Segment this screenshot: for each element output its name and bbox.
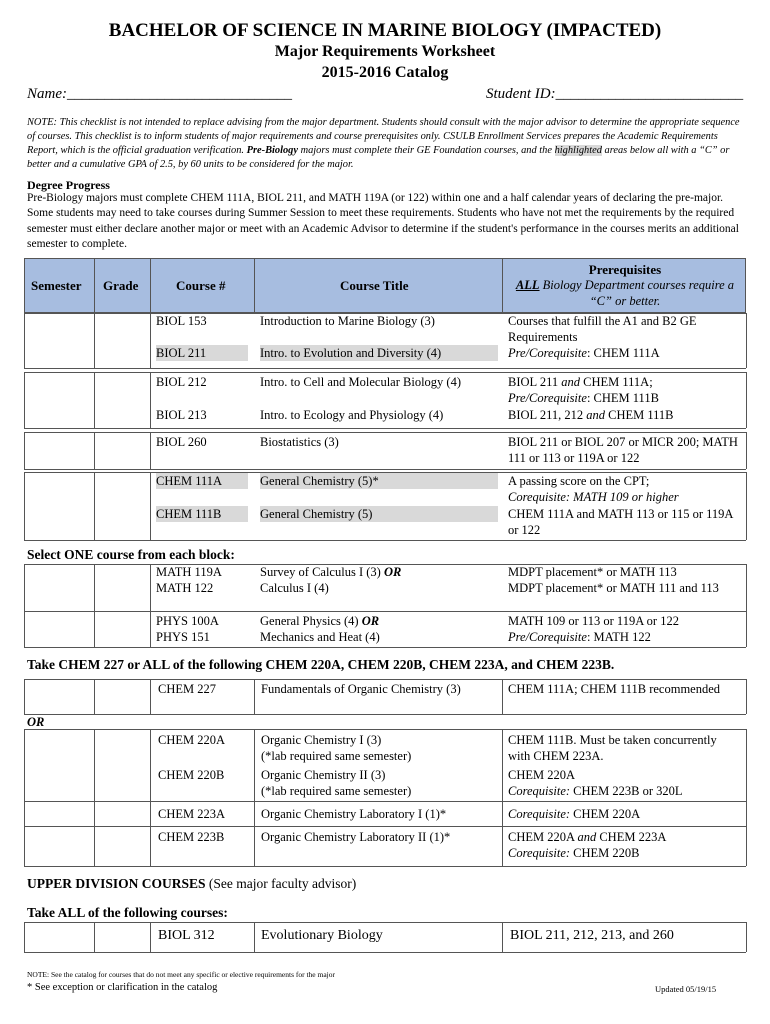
- prereq-text: CHEM 220A: [508, 768, 576, 782]
- prereq-text: BIOL 211: [508, 375, 562, 389]
- course-num-chem227: CHEM 227: [158, 682, 216, 696]
- prereq-math: [508, 564, 740, 596]
- table-rule: [150, 472, 151, 540]
- page-title: BACHELOR OF SCIENCE IN MARINE BIOLOGY (IMPACTED): [108, 20, 662, 41]
- prereq-text: CHEM 220A: [570, 807, 641, 821]
- table-rule: [254, 729, 255, 866]
- header-course-num: Course #: [176, 278, 226, 293]
- or-label: OR: [27, 715, 45, 729]
- prereq-label: Pre/Corequisite: [508, 630, 587, 644]
- prereq-text: MDPT placement* or MATH 113: [508, 565, 677, 579]
- table-rule: [24, 432, 746, 433]
- header-divider: [502, 258, 503, 313]
- course-num: MATH 122: [156, 581, 214, 595]
- prereq-text: CHEM 223B or 320L: [570, 784, 683, 798]
- course-title-biol312: Evolutionary Biology: [261, 928, 383, 943]
- note-text-2: majors must complete their GE Foundation courses, and the: [298, 145, 555, 156]
- prereq-biol212: [508, 374, 659, 406]
- course-num-chem111a: CHEM 111A: [156, 473, 248, 489]
- table-rule: [746, 472, 747, 540]
- table-rule: [24, 679, 25, 714]
- prereq-chem220a: CHEM 111B. Must be taken concurrently with CHEM 223A.: [508, 733, 717, 763]
- course-title: Organic Chemistry I (3): [261, 733, 382, 747]
- prereq-label: Corequisite:: [508, 807, 571, 821]
- table-rule: [24, 428, 746, 429]
- table-rule: [94, 372, 95, 428]
- table-rule: [24, 679, 746, 680]
- course-num-biol211: BIOL 211: [156, 345, 248, 361]
- course-title-chem223b: Organic Chemistry Laboratory II (1)*: [261, 830, 451, 844]
- table-rule: [24, 372, 25, 428]
- table-rule: [24, 368, 746, 369]
- table-rule: [94, 922, 95, 952]
- prereq-biol153: Courses that fulfill the A1 and B2 GE Requirements: [508, 314, 697, 344]
- header-prereq-note: [505, 277, 745, 309]
- prereq-label: Corequisite:: [508, 846, 571, 860]
- table-rule: [24, 469, 746, 470]
- prereq-text: : CHEM 111B: [586, 391, 659, 405]
- prereq-chem220b: [508, 767, 683, 799]
- header-prerequisites: Prerequisites: [588, 262, 662, 277]
- table-rule: [24, 432, 25, 469]
- table-rule: [24, 647, 746, 648]
- header-prereq-rest: Biology Department courses require a “C” or better.: [539, 278, 735, 308]
- course-title-phys: [260, 613, 380, 645]
- table-rule: [24, 729, 25, 866]
- prereq-text: MDPT placement* or MATH 111 and 113: [508, 581, 719, 595]
- prereq-and: and: [561, 375, 580, 389]
- table-rule: [24, 540, 746, 541]
- course-num-phys: [156, 613, 219, 645]
- header-grade: Grade: [103, 278, 139, 293]
- course-title-biol260: Biostatistics (3): [260, 435, 339, 449]
- course-num-biol312: BIOL 312: [158, 928, 215, 943]
- table-rule: [746, 679, 747, 714]
- course-title-chem111a: General Chemistry (5)*: [260, 473, 498, 489]
- student-id-field[interactable]: Student ID:_________________________: [486, 86, 744, 102]
- prereq-chem223a: [508, 806, 640, 822]
- table-rule: [24, 922, 25, 952]
- prereq-biol211: [508, 345, 660, 361]
- prereq-text: CHEM 111A;: [580, 375, 653, 389]
- prereq-chem111b: CHEM 111A and MATH 113 or 115 or 119A or 122: [508, 507, 733, 537]
- table-rule: [150, 679, 151, 714]
- footer-asterisk-note: * See exception or clarification in the catalog: [27, 982, 218, 993]
- table-rule: [150, 313, 151, 368]
- prereq-text: : CHEM 111A: [586, 346, 660, 360]
- course-title: Survey of Calculus I (3): [260, 565, 384, 579]
- prereq-and: and: [577, 830, 597, 844]
- table-rule: [94, 729, 95, 866]
- course-num-biol212: BIOL 212: [156, 375, 207, 389]
- course-title-biol212: Intro. to Cell and Molecular Biology (4): [260, 375, 462, 389]
- table-rule: [254, 922, 255, 952]
- header-prereq-all: ALL: [515, 278, 540, 292]
- course-title-chem220a: [261, 732, 411, 764]
- course-num-chem223a: CHEM 223A: [158, 807, 226, 821]
- chem-block-heading: Take CHEM 227 or ALL of the following CHEM 220A, CHEM 220B, CHEM 223A, and CHEM 223B.: [27, 657, 615, 672]
- prereq-and: and: [586, 408, 605, 422]
- course-num-chem220b: CHEM 220B: [158, 768, 225, 782]
- course-title-chem220b: [261, 767, 411, 799]
- table-rule: [24, 826, 746, 827]
- degree-progress-text: Pre-Biology majors must complete CHEM 111A, BIOL 211, and MATH 119A (or 122) within one and a half calendar years of declaring the pre-major. Some students may need to take courses during Summer Session to meet these requirements. Students who have not met the requirements by the required semester must either declare another major or meet with an Academic Advisor to determine if the student's performance in the courses merits an additional semester to complete.: [27, 192, 739, 251]
- header-divider: [150, 258, 151, 313]
- course-num-biol213: BIOL 213: [156, 408, 207, 422]
- prereq-text: : MATH 122: [586, 630, 651, 644]
- prereq-biol213: [508, 407, 674, 423]
- table-rule: [746, 564, 747, 647]
- course-num: MATH 119A: [156, 565, 222, 579]
- course-title: Organic Chemistry II (3): [261, 768, 386, 782]
- course-title-chem111b: General Chemistry (5): [260, 506, 498, 522]
- table-rule: [502, 679, 503, 714]
- note-highlighted: highlighted: [554, 145, 602, 156]
- table-rule: [746, 922, 747, 952]
- upper-division-rest: (See major faculty advisor): [205, 876, 357, 891]
- catalog-year: 2015-2016 Catalog: [321, 64, 449, 81]
- prereq-biol312: BIOL 211, 212, 213, and 260: [510, 928, 674, 943]
- table-rule: [746, 432, 747, 469]
- prereq-text: : MATH 109 or higher: [565, 490, 679, 504]
- table-rule: [150, 922, 151, 952]
- course-title-chem227: Fundamentals of Organic Chemistry (3): [261, 682, 461, 696]
- prereq-chem223b: [508, 829, 666, 861]
- name-field[interactable]: Name:______________________________: [27, 86, 292, 102]
- table-rule: [24, 611, 746, 612]
- course-num-biol153: BIOL 153: [156, 314, 207, 328]
- prereq-label: Pre/Corequisite: [508, 346, 587, 360]
- prereq-text: BIOL 211, 212: [508, 408, 587, 422]
- course-title: Mechanics and Heat (4): [260, 630, 380, 644]
- table-rule: [150, 372, 151, 428]
- course-title-biol213: Intro. to Ecology and Physiology (4): [260, 408, 444, 422]
- table-rule: [24, 313, 25, 368]
- table-rule: [746, 729, 747, 866]
- table-rule: [94, 679, 95, 714]
- header-semester: Semester: [31, 278, 82, 293]
- prereq-biol260: BIOL 211 or BIOL 207 or MICR 200; MATH 111 or 113 or 119A or 122: [508, 435, 738, 465]
- prereq-chem227: CHEM 111A; CHEM 111B recommended: [508, 682, 721, 696]
- footer-note: NOTE: See the catalog for courses that do not meet any specific or elective requirements for the major: [27, 970, 336, 979]
- or-connector: OR: [361, 614, 380, 628]
- degree-progress-heading: Degree Progress: [27, 178, 110, 192]
- course-num: PHYS 100A: [156, 614, 219, 628]
- header-course-title: Course Title: [340, 278, 409, 293]
- prereq-text: A passing score on the CPT;: [508, 474, 650, 488]
- prereq-label: Corequisite:: [508, 784, 571, 798]
- table-rule: [502, 729, 503, 866]
- course-num-math: [156, 564, 222, 596]
- prereq-label: Pre/Corequisite: [508, 391, 587, 405]
- table-rule: [94, 472, 95, 540]
- table-rule: [24, 729, 746, 730]
- course-title-math: [260, 564, 401, 596]
- course-num-biol260: BIOL 260: [156, 435, 207, 449]
- header-divider: [254, 258, 255, 313]
- table-rule: [94, 564, 95, 647]
- prereq-label: Corequisite: [508, 490, 566, 504]
- table-rule: [150, 729, 151, 866]
- header-divider: [94, 258, 95, 313]
- table-rule: [24, 472, 25, 540]
- course-title-biol211: Intro. to Evolution and Diversity (4): [260, 345, 498, 361]
- course-title: Calculus I (4): [260, 581, 329, 595]
- table-rule: [746, 313, 747, 368]
- prereq-chem111a: [508, 473, 679, 505]
- table-rule: [24, 714, 746, 715]
- table-rule: [24, 952, 746, 953]
- table-rule: [254, 679, 255, 714]
- table-rule: [150, 564, 151, 647]
- prereq-text: CHEM 220A: [508, 830, 578, 844]
- course-num: PHYS 151: [156, 630, 210, 644]
- prereq-text: CHEM 223A: [596, 830, 667, 844]
- prereq-phys: [508, 613, 679, 645]
- upper-division-bold: UPPER DIVISION COURSES: [27, 876, 206, 891]
- prereq-text: CHEM 220B: [570, 846, 640, 860]
- updated-date: Updated 05/19/15: [655, 984, 717, 994]
- course-num-chem220a: CHEM 220A: [158, 733, 226, 747]
- take-all-heading: Take ALL of the following courses:: [27, 905, 228, 920]
- note-text-1: NOTE: This checklist is not intended to replace advising from the major department. Students should consult with the major advisor to determine the appropriate sequence of courses. This checklist is to inform students of major requirements and course prerequisites only. CSULB Enrollment Services prepares the Academic Requirements Report, which is the official graduation verification.: [27, 117, 740, 156]
- table-rule: [24, 564, 25, 647]
- course-title-chem223a: Organic Chemistry Laboratory I (1)*: [261, 807, 447, 821]
- table-rule: [150, 432, 151, 469]
- prereq-text: CHEM 111B: [605, 408, 674, 422]
- table-rule: [502, 922, 503, 952]
- table-rule: [94, 313, 95, 368]
- page-subtitle: Major Requirements Worksheet: [274, 43, 496, 60]
- table-rule: [24, 372, 746, 373]
- table-rule: [94, 432, 95, 469]
- prereq-text: MATH 109 or 113 or 119A or 122: [508, 614, 679, 628]
- advising-note: [27, 116, 747, 172]
- select-one-heading: Select ONE course from each block:: [27, 547, 235, 562]
- course-title: (*lab required same semester): [261, 784, 412, 798]
- or-connector: OR: [383, 565, 402, 579]
- table-rule: [746, 372, 747, 428]
- course-num-chem223b: CHEM 223B: [158, 830, 225, 844]
- course-num-chem111b: CHEM 111B: [156, 506, 248, 522]
- note-text-3: areas below all with a “C” or better and a cumulative GPA of 2.5, by 60 units to be considered for the major.: [27, 145, 730, 170]
- course-title: General Physics (4): [260, 614, 362, 628]
- course-title-biol153: Introduction to Marine Biology (3): [260, 314, 435, 328]
- upper-division-heading: [27, 876, 356, 892]
- table-rule: [24, 801, 746, 802]
- table-rule: [24, 866, 746, 867]
- course-title: (*lab required same semester): [261, 749, 412, 763]
- table-rule: [24, 922, 746, 923]
- note-bold: Pre-Biology: [246, 145, 298, 156]
